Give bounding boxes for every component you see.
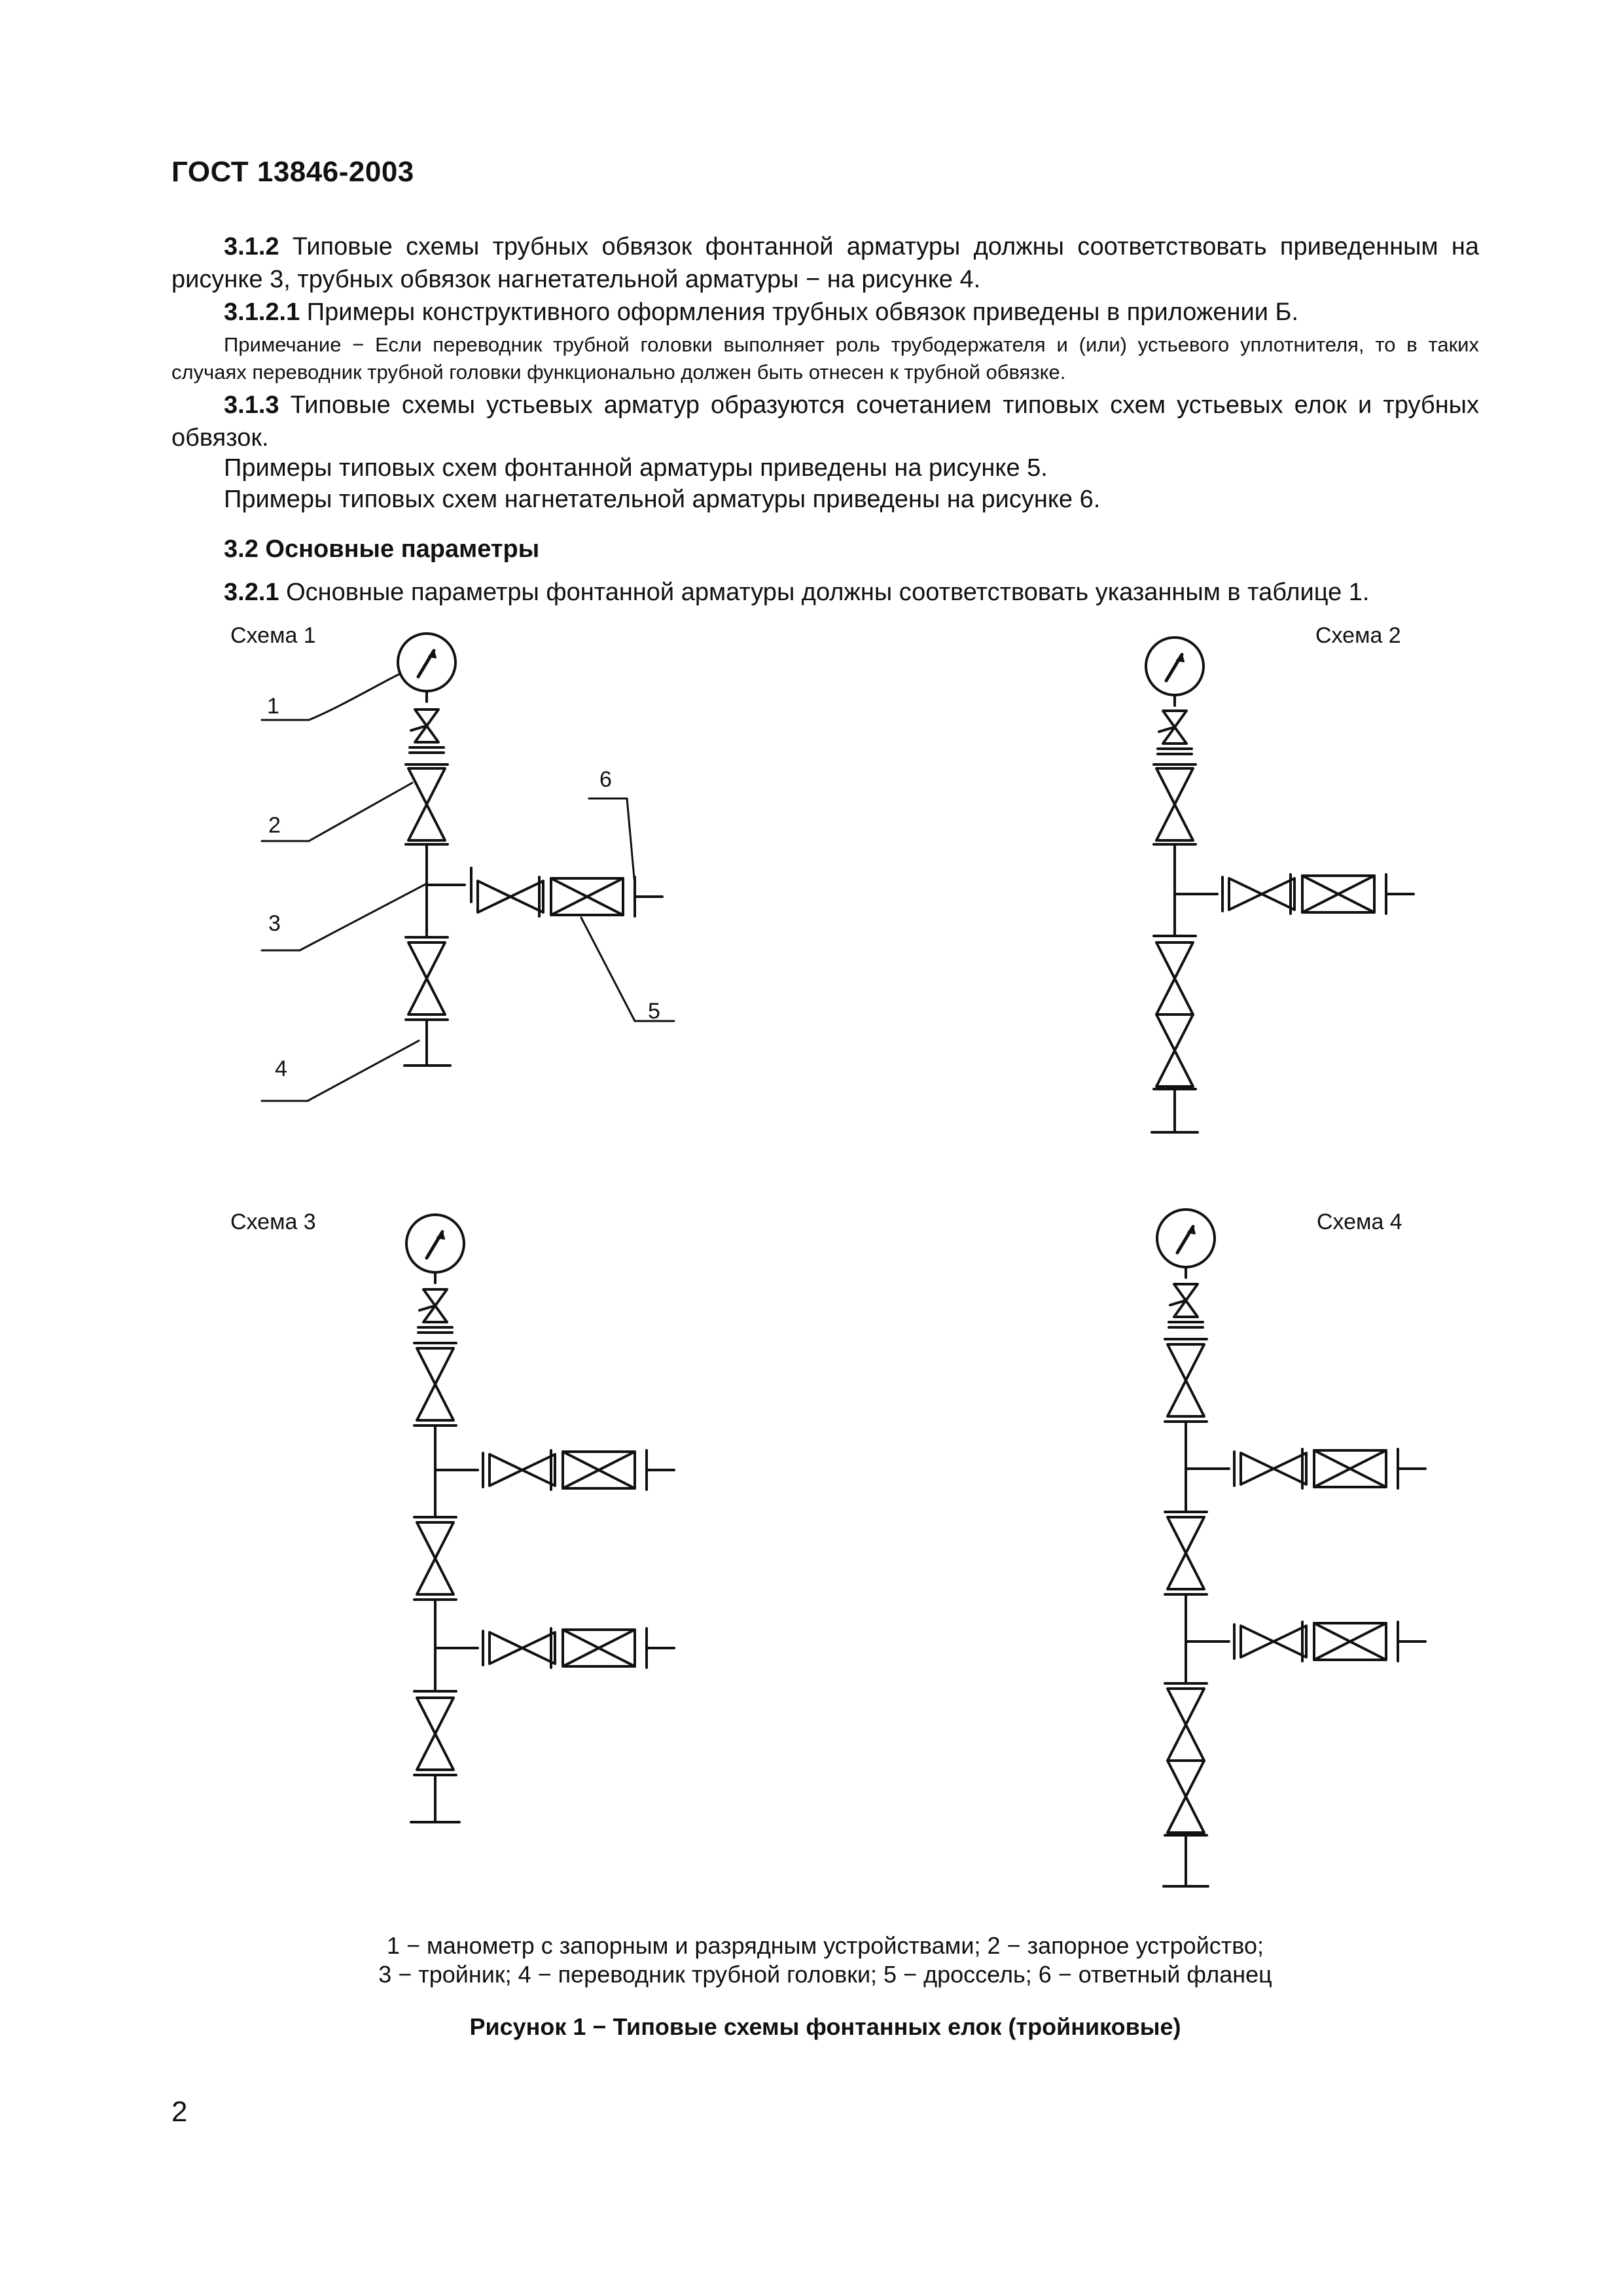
schema-2-label: Схема 2	[1315, 623, 1401, 648]
figure-legend-line-1: 1 − манометр с запорным и разрядным устройствами; 2 − запорное устройство;	[386, 1932, 1264, 1959]
schema-3-diagram	[406, 1215, 674, 1822]
callout-4: 4	[275, 1056, 287, 1081]
callout-2: 2	[268, 813, 281, 838]
section-heading-3-2: 3.2 Основные параметры	[224, 535, 540, 563]
schema-1-label: Схема 1	[230, 623, 316, 648]
clause-number: 3.2.1	[224, 579, 279, 606]
schema-1-diagram	[262, 634, 674, 1101]
examples-fountain: Примеры типовых схем фонтанной арматуры приведены на рисунке 5.	[224, 454, 1048, 482]
clause-text: Примеры конструктивного оформления трубных обвязок приведены в приложении Б.	[300, 298, 1299, 326]
callout-3: 3	[268, 911, 281, 936]
document-header: ГОСТ 13846-2003	[171, 156, 414, 188]
clause-text: Основные параметры фонтанной арматуры должны соответствовать указанным в таблице 1.	[279, 579, 1370, 606]
page-number: 2	[171, 2096, 188, 2128]
examples-injection: Примеры типовых схем нагнетательной арматуры приведены на рисунке 6.	[224, 486, 1101, 513]
schema-3-label: Схема 3	[230, 1210, 316, 1234]
schema-4-label: Схема 4	[1317, 1210, 1402, 1234]
callout-5: 5	[648, 999, 660, 1024]
clause-number: 3.1.2	[224, 233, 279, 260]
figure-legend-line-2: 3 − тройник; 4 − переводник трубной головки; 5 − дроссель; 6 − ответный фланец	[378, 1961, 1272, 1988]
clause-number: 3.1.2.1	[224, 298, 300, 326]
note: Примечание − Если переводник трубной головки выполняет роль трубодержателя и (или) устьевого уплотнителя, то в таких случаях переводник трубной головки функционально должен быть отнесен к трубной обвязке.	[171, 333, 1479, 384]
callout-6: 6	[599, 767, 612, 792]
schema-4-diagram	[1157, 1210, 1425, 1886]
clause-text: Типовые схемы устьевых арматур образуются сочетанием типовых схем устьевых елок и трубных обвязок.	[171, 391, 1479, 452]
schema-2-diagram	[1146, 637, 1414, 1132]
figure-caption: Рисунок 1 − Типовые схемы фонтанных елок (тройниковые)	[469, 2013, 1181, 2040]
clause-text: Типовые схемы трубных обвязок фонтанной арматуры должны соответствовать приведенным на рисунке 3, трубных обвязок нагнетательной арматуры − на рисунке 4.	[171, 233, 1479, 293]
callout-1: 1	[267, 694, 279, 719]
clause-number: 3.1.3	[224, 391, 279, 419]
